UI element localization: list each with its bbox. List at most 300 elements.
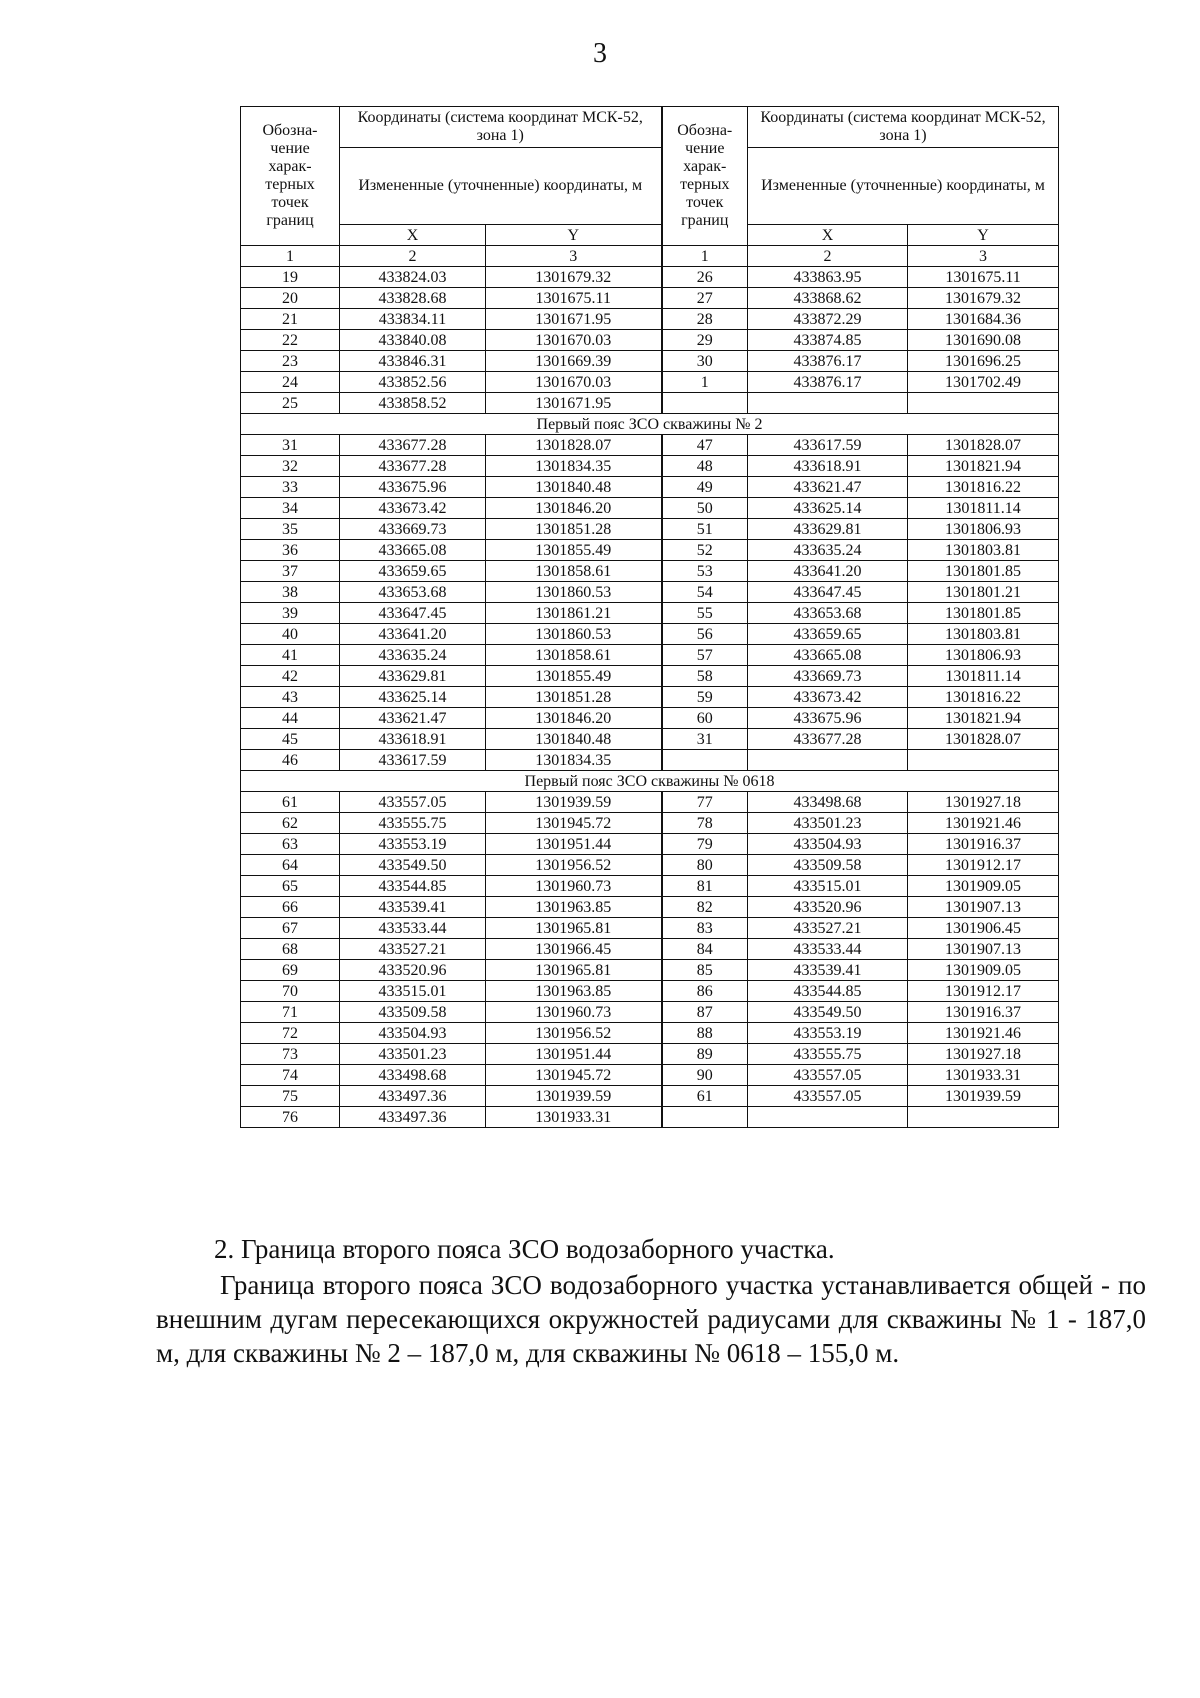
x-right-cell: 433876.17 xyxy=(748,351,908,372)
table-row xyxy=(241,1023,1059,1044)
y-left-cell: 1301858.61 xyxy=(486,645,662,666)
x-right-cell: 433669.73 xyxy=(748,666,908,687)
table-row xyxy=(241,267,1059,288)
y-right-cell: 1301907.13 xyxy=(908,939,1059,960)
x-right-cell: 433868.62 xyxy=(748,288,908,309)
point-number-left-cell: 63 xyxy=(241,834,340,855)
point-number-left-cell: 72 xyxy=(241,1023,340,1044)
y-left-cell: 1301951.44 xyxy=(486,1044,662,1065)
point-number-right-cell xyxy=(662,1107,748,1128)
point-number-left-cell: 66 xyxy=(241,897,340,918)
point-number-left-cell: 61 xyxy=(241,792,340,813)
x-left-cell: 433635.24 xyxy=(340,645,486,666)
point-number-left-cell: 36 xyxy=(241,540,340,561)
x-left-cell: 433504.93 xyxy=(340,1023,486,1044)
table-row xyxy=(241,498,1059,519)
table-row xyxy=(241,813,1059,834)
point-number-right-cell xyxy=(662,393,748,414)
column-number: 2 xyxy=(748,246,908,267)
point-number-left-cell: 65 xyxy=(241,876,340,897)
point-number-right-cell: 49 xyxy=(662,477,748,498)
point-number-right-cell: 87 xyxy=(662,1002,748,1023)
x-right-cell: 433635.24 xyxy=(748,540,908,561)
y-right-cell: 1301916.37 xyxy=(908,834,1059,855)
y-right-cell: 1301921.46 xyxy=(908,1023,1059,1044)
y-right-cell: 1301806.93 xyxy=(908,519,1059,540)
point-number-right-cell: 57 xyxy=(662,645,748,666)
x-left-cell: 433497.36 xyxy=(340,1086,486,1107)
point-number-left-cell: 21 xyxy=(241,309,340,330)
table-row xyxy=(241,288,1059,309)
x-left-cell: 433641.20 xyxy=(340,624,486,645)
y-header-left: Y xyxy=(486,225,662,246)
y-left-cell: 1301860.53 xyxy=(486,582,662,603)
point-number-right-cell: 56 xyxy=(662,624,748,645)
y-right-cell: 1301909.05 xyxy=(908,876,1059,897)
point-number-left-cell: 71 xyxy=(241,1002,340,1023)
point-number-right-cell xyxy=(662,750,748,771)
x-left-cell: 433625.14 xyxy=(340,687,486,708)
point-number-left-cell: 41 xyxy=(241,645,340,666)
y-left-cell: 1301956.52 xyxy=(486,855,662,876)
x-right-cell: 433618.91 xyxy=(748,456,908,477)
x-right-cell: 433659.65 xyxy=(748,624,908,645)
section-title: Первый пояс ЗСО скважины № 2 xyxy=(241,414,1059,435)
point-number-left-cell: 35 xyxy=(241,519,340,540)
x-left-cell: 433520.96 xyxy=(340,960,486,981)
table-row xyxy=(241,477,1059,498)
point-number-right-cell: 51 xyxy=(662,519,748,540)
point-number-right-cell: 30 xyxy=(662,351,748,372)
x-right-cell: 433557.05 xyxy=(748,1065,908,1086)
point-number-left-cell: 64 xyxy=(241,855,340,876)
y-right-cell: 1301702.49 xyxy=(908,372,1059,393)
point-number-right-cell: 55 xyxy=(662,603,748,624)
y-left-cell: 1301939.59 xyxy=(486,792,662,813)
point-number-left-cell: 38 xyxy=(241,582,340,603)
y-left-cell: 1301851.28 xyxy=(486,687,662,708)
point-number-left-cell: 69 xyxy=(241,960,340,981)
y-right-cell: 1301916.37 xyxy=(908,1002,1059,1023)
table-row xyxy=(241,687,1059,708)
table-row xyxy=(241,876,1059,897)
point-number-left-cell: 34 xyxy=(241,498,340,519)
point-number-left-cell: 67 xyxy=(241,918,340,939)
column-number: 3 xyxy=(486,246,662,267)
table-row xyxy=(241,330,1059,351)
table-row xyxy=(241,918,1059,939)
x-left-cell: 433677.28 xyxy=(340,435,486,456)
x-right-cell: 433549.50 xyxy=(748,1002,908,1023)
x-right-cell: 433515.01 xyxy=(748,876,908,897)
y-left-cell: 1301828.07 xyxy=(486,435,662,456)
y-left-cell: 1301861.21 xyxy=(486,603,662,624)
y-header-right: Y xyxy=(908,225,1059,246)
x-left-cell: 433669.73 xyxy=(340,519,486,540)
y-left-cell: 1301963.85 xyxy=(486,897,662,918)
y-right-cell: 1301675.11 xyxy=(908,267,1059,288)
y-left-cell: 1301675.11 xyxy=(486,288,662,309)
x-left-cell: 433834.11 xyxy=(340,309,486,330)
y-right-cell: 1301679.32 xyxy=(908,288,1059,309)
point-number-left-cell: 45 xyxy=(241,729,340,750)
y-left-cell: 1301840.48 xyxy=(486,477,662,498)
y-right-cell xyxy=(908,1107,1059,1128)
y-left-cell: 1301945.72 xyxy=(486,1065,662,1086)
x-left-cell: 433553.19 xyxy=(340,834,486,855)
y-right-cell: 1301801.21 xyxy=(908,582,1059,603)
x-right-cell: 433509.58 xyxy=(748,855,908,876)
column-number-row xyxy=(241,246,1059,267)
point-number-left-cell: 73 xyxy=(241,1044,340,1065)
table-row xyxy=(241,372,1059,393)
point-number-left-cell: 25 xyxy=(241,393,340,414)
x-right-cell: 433625.14 xyxy=(748,498,908,519)
x-right-cell: 433498.68 xyxy=(748,792,908,813)
x-right-cell: 433872.29 xyxy=(748,309,908,330)
y-left-cell: 1301960.73 xyxy=(486,1002,662,1023)
y-right-cell: 1301803.81 xyxy=(908,540,1059,561)
column-number: 3 xyxy=(908,246,1059,267)
x-left-cell: 433858.52 xyxy=(340,393,486,414)
y-left-cell: 1301855.49 xyxy=(486,540,662,561)
x-right-cell: 433544.85 xyxy=(748,981,908,1002)
x-left-cell: 433846.31 xyxy=(340,351,486,372)
x-right-cell: 433527.21 xyxy=(748,918,908,939)
y-right-cell: 1301909.05 xyxy=(908,960,1059,981)
section-title: Первый пояс ЗСО скважины № 0618 xyxy=(241,771,1059,792)
table-row xyxy=(241,624,1059,645)
table-row xyxy=(241,792,1059,813)
y-left-cell: 1301670.03 xyxy=(486,330,662,351)
paragraph-text: Граница второго пояса ЗСО водозаборного участка устанавливается общей - по внешним дугам пересекающихся окружностей радиусами для скважины № 1 - 187,0 м, для скважины № 2 – 187,0 м, для скважины № 0618 – 155,0 м. xyxy=(156,1270,1146,1368)
x-left-cell: 433509.58 xyxy=(340,1002,486,1023)
y-left-cell: 1301846.20 xyxy=(486,708,662,729)
y-left-cell: 1301679.32 xyxy=(486,267,662,288)
designation-header-right: Обозна- чение харак- терных точек границ xyxy=(662,107,748,246)
y-left-cell: 1301956.52 xyxy=(486,1023,662,1044)
x-right-cell: 433617.59 xyxy=(748,435,908,456)
section-title-row xyxy=(241,414,1059,435)
page-number: 3 xyxy=(593,38,607,69)
point-number-left-cell: 20 xyxy=(241,288,340,309)
y-left-cell: 1301670.03 xyxy=(486,372,662,393)
point-number-right-cell: 27 xyxy=(662,288,748,309)
x-left-cell: 433533.44 xyxy=(340,918,486,939)
x-left-cell: 433555.75 xyxy=(340,813,486,834)
point-number-left-cell: 24 xyxy=(241,372,340,393)
x-left-cell: 433557.05 xyxy=(340,792,486,813)
point-number-left-cell: 46 xyxy=(241,750,340,771)
y-right-cell: 1301828.07 xyxy=(908,435,1059,456)
y-right-cell: 1301806.93 xyxy=(908,645,1059,666)
y-right-cell: 1301816.22 xyxy=(908,477,1059,498)
point-number-left-cell: 75 xyxy=(241,1086,340,1107)
x-right-cell: 433874.85 xyxy=(748,330,908,351)
x-left-cell: 433828.68 xyxy=(340,288,486,309)
table-row xyxy=(241,582,1059,603)
y-right-cell: 1301816.22 xyxy=(908,687,1059,708)
x-right-cell: 433675.96 xyxy=(748,708,908,729)
table-row xyxy=(241,834,1059,855)
section-title-row xyxy=(241,771,1059,792)
table-row xyxy=(241,1002,1059,1023)
header-row-2 xyxy=(241,148,1059,225)
y-right-cell: 1301912.17 xyxy=(908,855,1059,876)
changed-coords-header-left: Измененные (уточненные) координаты, м xyxy=(340,148,662,225)
y-right-cell: 1301828.07 xyxy=(908,729,1059,750)
x-left-cell: 433544.85 xyxy=(340,876,486,897)
y-right-cell: 1301939.59 xyxy=(908,1086,1059,1107)
table-row xyxy=(241,1065,1059,1086)
coordinates-table xyxy=(240,106,1059,1128)
y-left-cell: 1301965.81 xyxy=(486,918,662,939)
x-left-cell: 433629.81 xyxy=(340,666,486,687)
y-right-cell: 1301912.17 xyxy=(908,981,1059,1002)
y-right-cell: 1301803.81 xyxy=(908,624,1059,645)
x-left-cell: 433501.23 xyxy=(340,1044,486,1065)
x-left-cell: 433618.91 xyxy=(340,729,486,750)
y-left-cell: 1301671.95 xyxy=(486,309,662,330)
y-left-cell: 1301951.44 xyxy=(486,834,662,855)
point-number-left-cell: 42 xyxy=(241,666,340,687)
x-right-cell: 433533.44 xyxy=(748,939,908,960)
y-right-cell: 1301696.25 xyxy=(908,351,1059,372)
x-left-cell: 433673.42 xyxy=(340,498,486,519)
x-right-cell: 433677.28 xyxy=(748,729,908,750)
changed-coords-header-right: Измененные (уточненные) координаты, м xyxy=(748,148,1059,225)
y-right-cell: 1301821.94 xyxy=(908,708,1059,729)
y-left-cell: 1301860.53 xyxy=(486,624,662,645)
y-right-cell: 1301690.08 xyxy=(908,330,1059,351)
section-paragraph xyxy=(156,1268,1146,1370)
point-number-right-cell: 88 xyxy=(662,1023,748,1044)
point-number-right-cell: 90 xyxy=(662,1065,748,1086)
point-number-right-cell: 59 xyxy=(662,687,748,708)
y-right-cell: 1301684.36 xyxy=(908,309,1059,330)
y-left-cell: 1301834.35 xyxy=(486,750,662,771)
table-row xyxy=(241,1044,1059,1065)
y-right-cell: 1301801.85 xyxy=(908,561,1059,582)
table-row xyxy=(241,897,1059,918)
x-left-cell: 433824.03 xyxy=(340,267,486,288)
x-right-cell: 433641.20 xyxy=(748,561,908,582)
y-left-cell: 1301858.61 xyxy=(486,561,662,582)
x-right-cell: 433504.93 xyxy=(748,834,908,855)
point-number-left-cell: 23 xyxy=(241,351,340,372)
table-row xyxy=(241,519,1059,540)
y-right-cell: 1301811.14 xyxy=(908,498,1059,519)
y-right-cell: 1301801.85 xyxy=(908,603,1059,624)
x-right-cell: 433629.81 xyxy=(748,519,908,540)
point-number-left-cell: 39 xyxy=(241,603,340,624)
x-left-cell: 433647.45 xyxy=(340,603,486,624)
x-right-cell: 433520.96 xyxy=(748,897,908,918)
y-left-cell: 1301834.35 xyxy=(486,456,662,477)
point-number-right-cell: 47 xyxy=(662,435,748,456)
point-number-right-cell: 82 xyxy=(662,897,748,918)
table-row xyxy=(241,939,1059,960)
point-number-left-cell: 62 xyxy=(241,813,340,834)
x-left-cell: 433665.08 xyxy=(340,540,486,561)
table-row xyxy=(241,351,1059,372)
point-number-right-cell: 31 xyxy=(662,729,748,750)
point-number-right-cell: 48 xyxy=(662,456,748,477)
point-number-left-cell: 22 xyxy=(241,330,340,351)
x-right-cell: 433653.68 xyxy=(748,603,908,624)
point-number-right-cell: 29 xyxy=(662,330,748,351)
column-number: 2 xyxy=(340,246,486,267)
table-row xyxy=(241,960,1059,981)
point-number-right-cell: 1 xyxy=(662,372,748,393)
point-number-right-cell: 61 xyxy=(662,1086,748,1107)
y-left-cell: 1301671.95 xyxy=(486,393,662,414)
x-right-cell: 433621.47 xyxy=(748,477,908,498)
table-row xyxy=(241,309,1059,330)
point-number-right-cell: 50 xyxy=(662,498,748,519)
y-right-cell: 1301933.31 xyxy=(908,1065,1059,1086)
point-number-left-cell: 32 xyxy=(241,456,340,477)
point-number-right-cell: 85 xyxy=(662,960,748,981)
coord-system-header-right: Координаты (система координат МСК-52, зона 1) xyxy=(748,107,1059,148)
x-right-cell xyxy=(748,750,908,771)
point-number-left-cell: 40 xyxy=(241,624,340,645)
x-left-cell: 433677.28 xyxy=(340,456,486,477)
y-right-cell: 1301821.94 xyxy=(908,456,1059,477)
x-right-cell: 433863.95 xyxy=(748,267,908,288)
table-row xyxy=(241,645,1059,666)
table-row xyxy=(241,750,1059,771)
y-left-cell: 1301855.49 xyxy=(486,666,662,687)
x-left-cell: 433675.96 xyxy=(340,477,486,498)
y-left-cell: 1301846.20 xyxy=(486,498,662,519)
coord-system-header-left: Координаты (система координат МСК-52, зона 1) xyxy=(340,107,662,148)
point-number-right-cell: 78 xyxy=(662,813,748,834)
column-number: 1 xyxy=(662,246,748,267)
point-number-right-cell: 28 xyxy=(662,309,748,330)
point-number-right-cell: 58 xyxy=(662,666,748,687)
header-row-1 xyxy=(241,107,1059,148)
x-left-cell: 433621.47 xyxy=(340,708,486,729)
y-left-cell: 1301966.45 xyxy=(486,939,662,960)
x-right-cell: 433553.19 xyxy=(748,1023,908,1044)
x-right-cell: 433555.75 xyxy=(748,1044,908,1065)
point-number-right-cell: 79 xyxy=(662,834,748,855)
table-row xyxy=(241,708,1059,729)
point-number-left-cell: 33 xyxy=(241,477,340,498)
section-heading: 2. Граница второго пояса ЗСО водозаборного участка. xyxy=(214,1234,835,1264)
x-right-cell xyxy=(748,1107,908,1128)
table-row xyxy=(241,435,1059,456)
y-left-cell: 1301669.39 xyxy=(486,351,662,372)
point-number-right-cell: 54 xyxy=(662,582,748,603)
x-left-cell: 433498.68 xyxy=(340,1065,486,1086)
y-left-cell: 1301945.72 xyxy=(486,813,662,834)
point-number-right-cell: 80 xyxy=(662,855,748,876)
x-right-cell: 433539.41 xyxy=(748,960,908,981)
y-right-cell: 1301811.14 xyxy=(908,666,1059,687)
x-left-cell: 433497.36 xyxy=(340,1107,486,1128)
table-row xyxy=(241,1086,1059,1107)
y-right-cell: 1301927.18 xyxy=(908,792,1059,813)
x-left-cell: 433527.21 xyxy=(340,939,486,960)
x-left-cell: 433840.08 xyxy=(340,330,486,351)
y-left-cell: 1301939.59 xyxy=(486,1086,662,1107)
point-number-left-cell: 76 xyxy=(241,1107,340,1128)
x-right-cell: 433501.23 xyxy=(748,813,908,834)
x-header-right: X xyxy=(748,225,908,246)
point-number-right-cell: 53 xyxy=(662,561,748,582)
x-header-left: X xyxy=(340,225,486,246)
x-left-cell: 433653.68 xyxy=(340,582,486,603)
point-number-left-cell: 19 xyxy=(241,267,340,288)
y-left-cell: 1301963.85 xyxy=(486,981,662,1002)
point-number-left-cell: 74 xyxy=(241,1065,340,1086)
x-right-cell: 433647.45 xyxy=(748,582,908,603)
coordinates-table-body xyxy=(241,107,1059,1128)
y-left-cell: 1301965.81 xyxy=(486,960,662,981)
x-right-cell: 433557.05 xyxy=(748,1086,908,1107)
point-number-right-cell: 89 xyxy=(662,1044,748,1065)
x-left-cell: 433617.59 xyxy=(340,750,486,771)
table-row xyxy=(241,561,1059,582)
designation-header-left: Обозна- чение харак- терных точек границ xyxy=(241,107,340,246)
x-left-cell: 433852.56 xyxy=(340,372,486,393)
point-number-right-cell: 52 xyxy=(662,540,748,561)
y-right-cell: 1301927.18 xyxy=(908,1044,1059,1065)
table-row xyxy=(241,666,1059,687)
point-number-left-cell: 37 xyxy=(241,561,340,582)
table-row xyxy=(241,540,1059,561)
point-number-right-cell: 81 xyxy=(662,876,748,897)
x-left-cell: 433515.01 xyxy=(340,981,486,1002)
header-row-3 xyxy=(241,225,1059,246)
y-left-cell: 1301960.73 xyxy=(486,876,662,897)
y-left-cell: 1301933.31 xyxy=(486,1107,662,1128)
table-row xyxy=(241,981,1059,1002)
x-left-cell: 433659.65 xyxy=(340,561,486,582)
point-number-left-cell: 43 xyxy=(241,687,340,708)
table-row xyxy=(241,456,1059,477)
point-number-right-cell: 26 xyxy=(662,267,748,288)
table-row xyxy=(241,603,1059,624)
y-right-cell: 1301921.46 xyxy=(908,813,1059,834)
point-number-right-cell: 86 xyxy=(662,981,748,1002)
point-number-left-cell: 70 xyxy=(241,981,340,1002)
point-number-right-cell: 60 xyxy=(662,708,748,729)
y-right-cell xyxy=(908,750,1059,771)
table-row xyxy=(241,729,1059,750)
y-right-cell: 1301906.45 xyxy=(908,918,1059,939)
column-number: 1 xyxy=(241,246,340,267)
y-left-cell: 1301851.28 xyxy=(486,519,662,540)
x-right-cell: 433665.08 xyxy=(748,645,908,666)
y-right-cell xyxy=(908,393,1059,414)
y-left-cell: 1301840.48 xyxy=(486,729,662,750)
point-number-left-cell: 31 xyxy=(241,435,340,456)
point-number-right-cell: 84 xyxy=(662,939,748,960)
table-row xyxy=(241,1107,1059,1128)
point-number-left-cell: 44 xyxy=(241,708,340,729)
x-left-cell: 433539.41 xyxy=(340,897,486,918)
table-row xyxy=(241,855,1059,876)
x-right-cell xyxy=(748,393,908,414)
point-number-right-cell: 77 xyxy=(662,792,748,813)
x-left-cell: 433549.50 xyxy=(340,855,486,876)
point-number-right-cell: 83 xyxy=(662,918,748,939)
point-number-left-cell: 68 xyxy=(241,939,340,960)
x-right-cell: 433673.42 xyxy=(748,687,908,708)
